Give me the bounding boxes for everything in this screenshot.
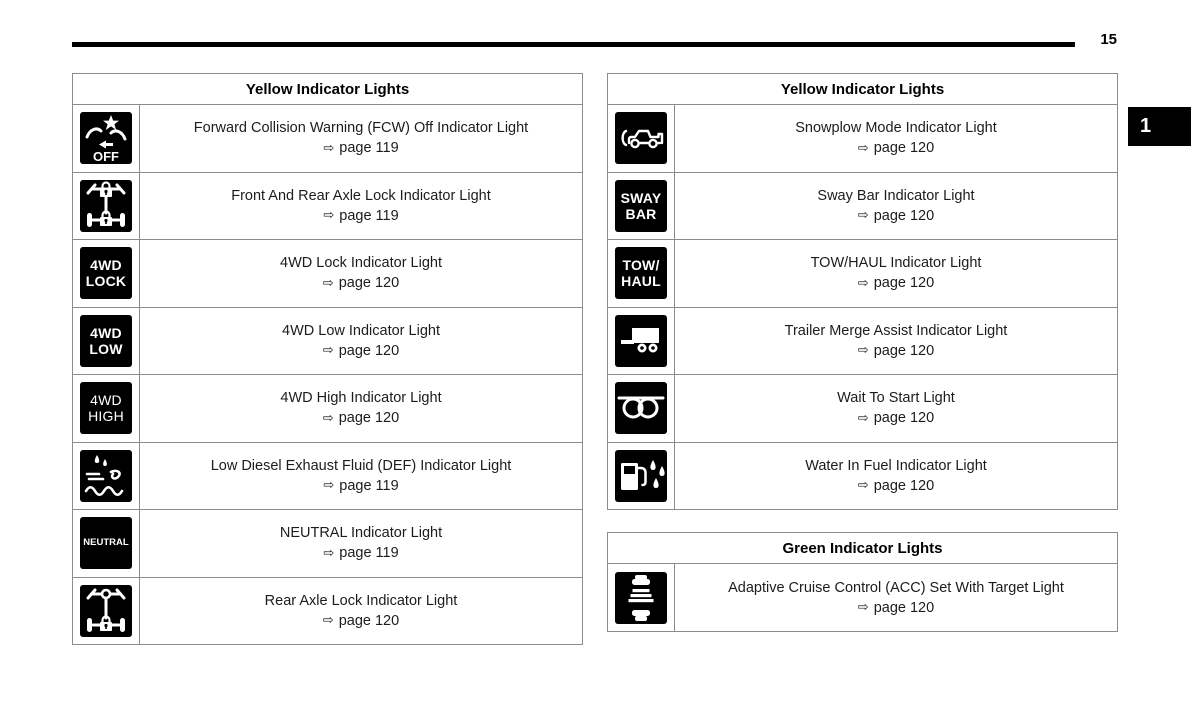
section-tab-label: 1 [1140, 115, 1152, 137]
page-ref-text: page 120 [873, 342, 935, 359]
table-row [73, 307, 582, 375]
arrow-icon: ⇨ [857, 140, 869, 156]
indicator-label: Trailer Merge Assist Indicator Light [784, 322, 1008, 339]
wait-to-start-icon [615, 382, 667, 434]
table-row [73, 104, 582, 172]
green-indicator-lights-table [607, 532, 1118, 632]
page-ref-text: page 119 [339, 477, 399, 494]
table-row [73, 442, 582, 510]
page-reference-link[interactable] [323, 140, 398, 156]
4wd-high-icon: 4WD HIGH [80, 382, 132, 434]
page-reference-link[interactable] [323, 343, 399, 359]
page-reference-link[interactable] [323, 478, 398, 494]
page-number: 15 [1100, 31, 1117, 48]
page-ref-text: page 120 [338, 342, 400, 359]
page-ref-text: page 120 [338, 410, 400, 427]
arrow-icon: ⇨ [322, 410, 334, 426]
indicator-label: Adaptive Cruise Control (ACC) Set With Target Light [728, 579, 1064, 596]
page-ref-text: page 120 [338, 275, 400, 292]
table-row [608, 307, 1117, 375]
acc-set-with-target-icon [615, 572, 667, 624]
fcw-off-icon [80, 112, 132, 164]
tow-haul-icon: TOW/ HAUL [615, 247, 667, 299]
4wd-low-icon: 4WD LOW [80, 315, 132, 367]
front-rear-axle-lock-icon [80, 180, 132, 232]
page-ref-text: page 120 [873, 599, 935, 616]
page-ref-text: page 120 [873, 477, 935, 494]
table-row [73, 374, 582, 442]
snowplow-mode-icon [615, 112, 667, 164]
table-row [608, 172, 1117, 240]
table-title: Yellow Indicator Lights [245, 80, 410, 98]
page-ref-text: page 120 [873, 275, 935, 292]
arrow-icon: ⇨ [323, 545, 335, 561]
indicator-label: Water In Fuel Indicator Light [805, 457, 987, 474]
indicator-label: NEUTRAL Indicator Light [279, 525, 443, 542]
page-reference-link[interactable] [858, 410, 934, 426]
table-row [73, 577, 582, 645]
sway-bar-icon: SWAY BAR [615, 180, 667, 232]
indicator-label: TOW/HAUL Indicator Light [810, 255, 982, 272]
arrow-icon: ⇨ [857, 478, 869, 494]
arrow-icon: ⇨ [857, 275, 869, 291]
page-reference-link[interactable] [323, 613, 399, 629]
arrow-icon: ⇨ [857, 343, 869, 359]
indicator-label: 4WD Lock Indicator Light [280, 255, 442, 272]
arrow-icon: ⇨ [323, 208, 335, 224]
indicator-label: Low Diesel Exhaust Fluid (DEF) Indicator Light [210, 457, 512, 474]
table-row [608, 563, 1117, 631]
section-tab [1128, 107, 1191, 146]
indicator-label: Front And Rear Axle Lock Indicator Light [231, 187, 491, 204]
yellow-indicator-lights-table-left [72, 73, 583, 645]
page-reference-link[interactable] [858, 343, 934, 359]
rear-axle-lock-icon [80, 585, 132, 637]
table-row [608, 374, 1117, 442]
page-reference-link[interactable] [858, 600, 934, 616]
page-ref-text: page 119 [339, 140, 399, 157]
table-row [608, 104, 1117, 172]
water-in-fuel-icon [615, 450, 667, 502]
table-row [608, 442, 1117, 510]
page-reference-link[interactable] [323, 410, 399, 426]
low-def-icon [80, 450, 132, 502]
arrow-icon: ⇨ [322, 613, 334, 629]
table-row [73, 172, 582, 240]
yellow-indicator-lights-table-right [607, 73, 1118, 510]
indicator-label: Sway Bar Indicator Light [817, 187, 975, 204]
table-row [73, 239, 582, 307]
arrow-icon: ⇨ [323, 140, 335, 156]
indicator-label: Snowplow Mode Indicator Light [795, 120, 997, 137]
page-reference-link[interactable] [858, 478, 934, 494]
arrow-icon: ⇨ [857, 600, 869, 615]
page-ref-text: page 119 [339, 545, 399, 562]
page-reference-link[interactable] [323, 275, 399, 291]
page-ref-text: page 120 [873, 410, 935, 427]
indicator-label: Wait To Start Light [837, 390, 955, 407]
table-title: Yellow Indicator Lights [780, 80, 945, 98]
neutral-icon: NEUTRAL [80, 517, 132, 569]
arrow-icon: ⇨ [857, 208, 869, 224]
page-reference-link[interactable] [858, 275, 934, 291]
table-row [608, 239, 1117, 307]
page-ref-text: page 120 [873, 140, 935, 157]
page-reference-link[interactable] [323, 545, 398, 561]
page-reference-link[interactable] [858, 140, 934, 156]
table-title: Green Indicator Lights [782, 539, 943, 557]
trailer-merge-assist-icon [615, 315, 667, 367]
table-row [73, 509, 582, 577]
indicator-label: Forward Collision Warning (FCW) Off Indicator Light [193, 120, 529, 137]
page-ref-text: page 119 [339, 207, 399, 224]
svg-text:OFF: OFF [93, 149, 119, 165]
arrow-icon: ⇨ [857, 410, 869, 426]
arrow-icon: ⇨ [322, 275, 334, 291]
indicator-label: 4WD High Indicator Light [280, 390, 442, 407]
page-ref-text: page 120 [873, 207, 935, 224]
arrow-icon: ⇨ [323, 478, 335, 494]
header-rule [72, 42, 1075, 47]
page-ref-text: page 120 [338, 612, 400, 629]
4wd-lock-icon: 4WD LOCK [80, 247, 132, 299]
arrow-icon: ⇨ [322, 343, 334, 359]
indicator-label: 4WD Low Indicator Light [282, 322, 440, 339]
page-reference-link[interactable] [858, 208, 934, 224]
page-reference-link[interactable] [323, 208, 398, 224]
indicator-label: Rear Axle Lock Indicator Light [264, 592, 458, 609]
